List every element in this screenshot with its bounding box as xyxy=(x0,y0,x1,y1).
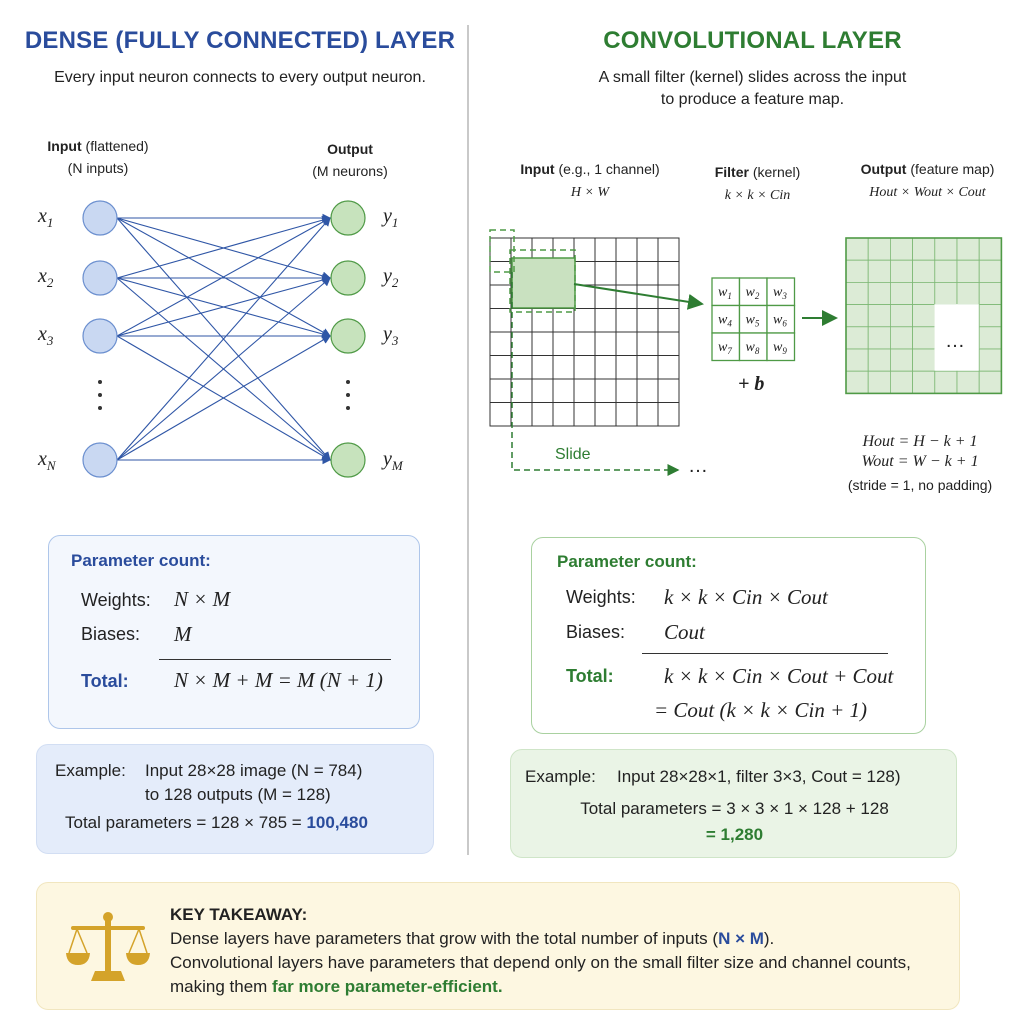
conv-title: CONVOLUTIONAL LAYER xyxy=(603,27,902,54)
dense-input-x1: $x_1$ xyxy=(38,205,54,230)
dense-sum-line xyxy=(159,659,391,660)
conv-input-cell xyxy=(637,238,658,262)
conv-input-cell xyxy=(595,238,616,262)
conv-input-cell xyxy=(511,403,532,427)
conv-output-cell xyxy=(846,349,868,371)
conv-output-cell xyxy=(868,282,890,304)
dense-input-count: (N inputs) xyxy=(67,160,129,176)
conv-formula-note: (stride = 1, no padding) xyxy=(847,477,993,493)
conv-input-cell xyxy=(616,356,637,380)
conv-output-cell xyxy=(913,327,935,349)
conv-output-grid xyxy=(846,238,1001,393)
conv-output-cell xyxy=(890,238,912,260)
conv-input-cell xyxy=(616,379,637,403)
conv-output-cell xyxy=(957,282,979,304)
conv-output-cell xyxy=(846,282,868,304)
conv-input-cell xyxy=(574,262,595,286)
conv-output-cell xyxy=(957,260,979,282)
conv-filter-weight-w8: $w_8$ xyxy=(745,340,760,356)
conv-output-cell xyxy=(979,305,1001,327)
conv-input-cell xyxy=(595,309,616,333)
conv-output-cell xyxy=(868,349,890,371)
dense-output-node-yM xyxy=(331,443,365,477)
conv-input-cell xyxy=(490,309,511,333)
conv-input-cell xyxy=(616,403,637,427)
conv-output-cell xyxy=(935,282,957,304)
conv-input-cell xyxy=(553,379,574,403)
takeaway-title: KEY TAKEAWAY: xyxy=(170,905,308,924)
conv-output-cell xyxy=(868,260,890,282)
dense-parameter-box xyxy=(48,535,420,729)
dense-input-x2: $x_2$ xyxy=(38,265,54,290)
conv-example-line2: Total parameters = 3 × 3 × 1 × 128 + 128 xyxy=(580,799,889,818)
conv-output-cell xyxy=(979,260,1001,282)
conv-input-cell xyxy=(574,285,595,309)
conv-output-cell xyxy=(935,238,957,260)
dense-vertical-dots-left xyxy=(98,380,102,410)
conv-input-cell xyxy=(574,238,595,262)
conv-output-cell xyxy=(846,305,868,327)
conv-filter-label: Filter (kernel) k × k × Cin xyxy=(714,164,801,203)
conv-output-cell xyxy=(913,282,935,304)
dense-example-total-value: 100,480 xyxy=(306,813,368,832)
conv-example-label: Example: xyxy=(525,767,596,786)
conv-output-formulas xyxy=(820,432,1020,498)
conv-input-cell xyxy=(637,379,658,403)
dense-vertical-dots-right xyxy=(346,380,350,410)
conv-input-cell xyxy=(637,332,658,356)
conv-input-cell xyxy=(637,356,658,380)
takeaway-highlight-dense: N × M xyxy=(718,929,764,948)
conv-output-cell xyxy=(846,371,868,393)
conv-output-cell xyxy=(868,371,890,393)
dense-output-node-y3 xyxy=(331,319,365,353)
dense-output-yM: $y_M$ xyxy=(383,448,403,473)
conv-formula-w: Wout = W − k + 1 xyxy=(861,453,979,470)
conv-input-cell xyxy=(595,262,616,286)
conv-input-cell xyxy=(511,356,532,380)
conv-output-cell xyxy=(957,371,979,393)
conv-input-cell xyxy=(490,379,511,403)
dense-output-y1: $y_1$ xyxy=(383,205,399,230)
dense-weights-value: N × M xyxy=(174,587,231,611)
conv-weights-label: Weights: xyxy=(566,587,636,607)
conv-input-cell xyxy=(490,238,511,262)
conv-input-cell xyxy=(574,332,595,356)
dense-total-label: Total: xyxy=(81,671,129,691)
conv-output-cell xyxy=(957,305,979,327)
dense-input-node-xN xyxy=(83,443,117,477)
conv-output-cell xyxy=(935,305,957,327)
conv-input-cell xyxy=(532,379,553,403)
dense-output-y2: $y_2$ xyxy=(383,265,399,290)
conv-input-cell xyxy=(658,332,679,356)
conv-filter-grid xyxy=(712,278,795,361)
takeaway-highlight-conv: far more parameter-efficient. xyxy=(272,977,503,996)
conv-sum-line xyxy=(642,653,888,654)
conv-filter-weight-w1: $w_1$ xyxy=(718,285,732,301)
conv-receptive-field xyxy=(512,258,575,308)
dense-example-line1: Input 28×28 image (N = 784) xyxy=(145,761,363,780)
conv-output-cell xyxy=(913,371,935,393)
conv-input-cell xyxy=(511,332,532,356)
dense-output-label: Output (M neurons) xyxy=(312,141,388,179)
conv-input-cell xyxy=(637,309,658,333)
conv-input-dims: H × W xyxy=(570,185,610,200)
conv-output-dims: Hout × Wout × Cout xyxy=(869,185,986,200)
dense-biases-value: M xyxy=(174,622,192,646)
dense-title: DENSE (FULLY CONNECTED) LAYER xyxy=(24,27,456,54)
conv-input-cell xyxy=(553,403,574,427)
conv-output-cell xyxy=(846,238,868,260)
conv-example-line1: Input 28×28×1, filter 3×3, Cout = 128) xyxy=(617,767,901,786)
conv-input-cell xyxy=(658,238,679,262)
conv-input-cell xyxy=(616,285,637,309)
conv-output-cell xyxy=(846,327,868,349)
conv-map-ellipsis: … xyxy=(945,330,965,352)
conv-filter-weight-w4: $w_4$ xyxy=(718,312,732,329)
takeaway-line3: making them far more parameter-efficient. xyxy=(170,977,503,996)
conv-output-cell xyxy=(979,349,1001,371)
conv-input-cell xyxy=(490,262,511,286)
conv-input-cell xyxy=(490,285,511,309)
conv-filter-weight-w6: $w_6$ xyxy=(773,312,787,329)
conv-output-cell xyxy=(890,349,912,371)
conv-weights-value: k × k × Cin × Cout xyxy=(664,585,828,609)
dense-output-y3: $y_3$ xyxy=(383,323,399,348)
conv-output-cell xyxy=(890,371,912,393)
conv-input-cell xyxy=(574,309,595,333)
conv-output-label: Output (feature map) Hout × Wout × Cout xyxy=(860,161,995,200)
conv-input-cell xyxy=(574,403,595,427)
conv-subtitle-line2: to produce a feature map. xyxy=(660,91,845,108)
dense-input-node-x3 xyxy=(83,319,117,353)
conv-output-cell xyxy=(935,260,957,282)
dense-example-line2: to 128 outputs (M = 128) xyxy=(145,785,331,804)
dense-input-xN: $x_N$ xyxy=(38,448,56,473)
dense-weights-label: Weights: xyxy=(81,590,151,610)
conv-output-cell xyxy=(979,282,1001,304)
center-divider xyxy=(467,25,469,855)
conv-output-cell xyxy=(913,305,935,327)
conv-filter-weight-w2: $w_2$ xyxy=(745,285,760,301)
conv-slide-label: Slide xyxy=(555,446,591,463)
conv-output-cell xyxy=(957,238,979,260)
dense-input-x3: $x_3$ xyxy=(38,323,54,348)
dense-output-node-y2 xyxy=(331,261,365,295)
conv-output-cell xyxy=(913,260,935,282)
conv-input-cell xyxy=(574,379,595,403)
conv-output-cell xyxy=(890,327,912,349)
conv-input-cell xyxy=(574,356,595,380)
conv-input-cell xyxy=(658,309,679,333)
dense-input-node-x2 xyxy=(83,261,117,295)
key-takeaway-box xyxy=(36,882,960,1010)
conv-input-cell xyxy=(595,403,616,427)
conv-slide-ellipsis: … xyxy=(688,455,708,477)
conv-input-cell xyxy=(595,332,616,356)
conv-bias: + b xyxy=(738,373,765,395)
conv-input-cell xyxy=(658,356,679,380)
conv-output-cell xyxy=(868,238,890,260)
conv-input-label: Input (e.g., 1 channel) H × W xyxy=(520,161,660,200)
conv-input-cell xyxy=(553,332,574,356)
dense-input-node-x1 xyxy=(83,201,117,235)
dense-example-total: Total parameters = 128 × 785 = 100,480 xyxy=(65,813,368,832)
conv-input-cell xyxy=(595,379,616,403)
conv-input-cell xyxy=(616,238,637,262)
conv-example-line3: = 1,280 xyxy=(705,825,764,844)
conv-output-cell xyxy=(913,349,935,371)
conv-input-cell xyxy=(616,332,637,356)
dense-connections xyxy=(117,218,330,460)
conv-total-label: Total: xyxy=(566,666,614,686)
dense-subtitle: Every input neuron connects to every output neuron. xyxy=(54,69,426,86)
dense-example-box xyxy=(36,744,434,854)
conv-input-cell xyxy=(532,332,553,356)
conv-input-cell xyxy=(553,356,574,380)
conv-input-cell xyxy=(511,379,532,403)
conv-input-cell xyxy=(490,403,511,427)
dense-param-title: Parameter count: xyxy=(71,551,211,570)
conv-input-cell xyxy=(616,309,637,333)
conv-input-cell xyxy=(490,356,511,380)
conv-input-cell xyxy=(658,403,679,427)
conv-output-cell xyxy=(979,371,1001,393)
dense-input-label: Input (flattened) (N inputs) xyxy=(47,138,149,176)
takeaway-line2: Convolutional layers have parameters that depend only on the small filter size and channel counts, xyxy=(170,953,911,972)
conv-output-cell xyxy=(979,327,1001,349)
conv-output-cell xyxy=(890,305,912,327)
conv-filter-dims: k × k × Cin xyxy=(724,188,791,203)
conv-input-cell xyxy=(616,262,637,286)
conv-input-cell xyxy=(532,403,553,427)
conv-input-cell xyxy=(490,332,511,356)
takeaway-line1: Dense layers have parameters that grow with the total number of inputs (N × M). xyxy=(170,929,775,948)
conv-input-cell xyxy=(637,403,658,427)
dense-biases-label: Biases: xyxy=(81,624,141,644)
conv-output-cell xyxy=(868,305,890,327)
conv-input-cell xyxy=(532,356,553,380)
conv-filter-weight-w5: $w_5$ xyxy=(745,312,760,329)
conv-filter-weight-w9: $w_9$ xyxy=(773,340,787,356)
conv-output-cell xyxy=(913,238,935,260)
conv-formula-h: Hout = H − k + 1 xyxy=(862,433,978,450)
dense-total-value: N × M + M = M (N + 1) xyxy=(174,668,383,692)
conv-total-value: k × k × Cin × Cout + Cout xyxy=(664,664,894,688)
conv-biases-label: Biases: xyxy=(566,622,626,642)
conv-output-cell xyxy=(890,260,912,282)
conv-total-value-factored: = Cout (k × k × Cin + 1) xyxy=(654,698,867,722)
dense-output-node-y1 xyxy=(331,201,365,235)
conv-output-cell xyxy=(868,327,890,349)
conv-subtitle-line1: A small filter (kernel) slides across the input xyxy=(598,69,907,86)
conv-input-cell xyxy=(637,262,658,286)
conv-output-cell xyxy=(935,371,957,393)
conv-input-cell xyxy=(595,356,616,380)
dense-output-count: (M neurons) xyxy=(312,163,388,179)
conv-input-cell xyxy=(658,379,679,403)
conv-example-box xyxy=(510,749,957,858)
conv-subtitle xyxy=(530,67,975,111)
balance-scale-icon xyxy=(65,911,151,985)
conv-output-cell xyxy=(846,260,868,282)
conv-biases-value: Cout xyxy=(664,620,705,644)
conv-param-title: Parameter count: xyxy=(557,552,697,571)
conv-parameter-box xyxy=(531,537,926,734)
conv-input-cell xyxy=(658,262,679,286)
conv-filter-weight-w3: $w_3$ xyxy=(773,285,787,301)
dense-example-label: Example: xyxy=(55,761,126,780)
conv-filter-weight-w7: $w_7$ xyxy=(718,340,732,356)
conv-output-cell xyxy=(979,238,1001,260)
conv-output-cell xyxy=(890,282,912,304)
